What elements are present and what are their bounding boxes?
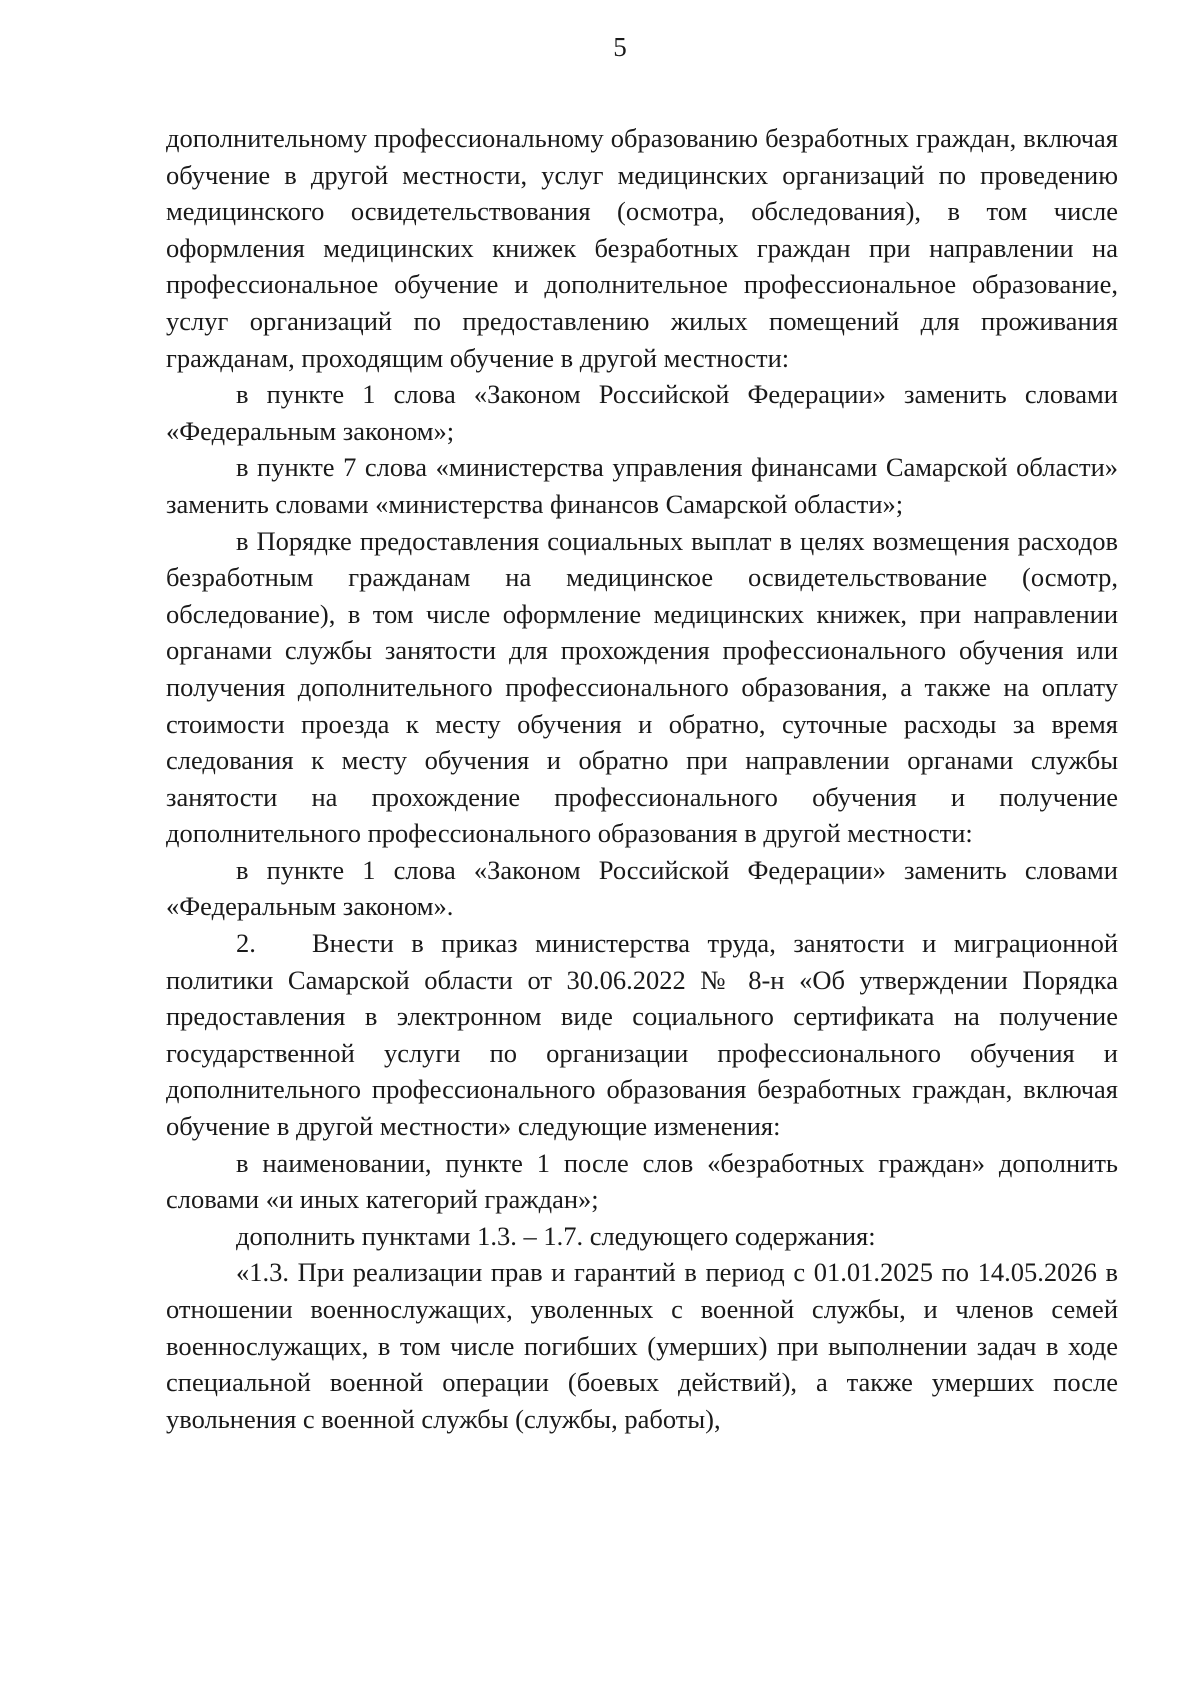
paragraph-item: в Порядке предоставления социальных выплат в целях возмещения расходов безработным гражданам на медицинское освидетельствование (осмотр, обследование), в том числе оформление медицинских книжек, при направлении органами службы занятости для прохождения профессионального обучения или получения дополнительного профессионального образования, а также на оплату стоимости проезда к месту обучения и обратно, суточные расходы за время следования к месту обучения и обратно при направлении органами службы занятости на прохождение профессионального обучения и получение дополнительного профессионального образования в другой местности: (166, 525, 1118, 849)
numbered-paragraph-text: Внести в приказ министерства труда, занятости и миграционной политики Самарской области от 30.06.2022 № 8-н «Об утверждении Порядка предоставления в электронном виде социального сертификата на получение государственной услуги по организации профессионального обучения и дополнительного профессионального образования безработных граждан, включая обучение в другой местности» следующие изменения: (166, 928, 1118, 1142)
paragraph-number: 2. (236, 928, 256, 959)
numbered-paragraph (166, 925, 1118, 1145)
paragraph-continuation: дополнительному профессиональному образованию безработных граждан, включая обучение в другой местности, услуг медицинских организаций по проведению медицинского освидетельствования (осмотра, обследования), в том числе оформления медицинских книжек безработных граждан при направлении на профессиональное обучение и дополнительное профессиональное образование, услуг организаций по предоставлению жилых помещений для проживания гражданам, проходящим обучение в другой местности: (166, 123, 1118, 373)
paragraph-item: в наименовании, пункте 1 после слов «безработных граждан» дополнить словами «и иных категорий граждан»; (166, 1147, 1118, 1215)
paragraph-item: в пункте 7 слова «министерства управления финансами Самарской области» заменить словами «министерства финансов Самарской области»; (166, 452, 1118, 519)
paragraph-item: в пункте 1 слова «Законом Российской Федерации» заменить словами «Федеральным законом». (166, 854, 1118, 922)
paragraph-item: в пункте 1 слова «Законом Российской Федерации» заменить словами «Федеральным законом»; (166, 379, 1118, 446)
document-body (166, 120, 1118, 1437)
paragraph-item: дополнить пунктами 1.3. – 1.7. следующего содержания: (236, 1220, 876, 1251)
paragraph-quote-start: «1.3. При реализации прав и гарантий в период с 01.01.2025 по 14.05.2026 в отношении военнослужащих, уволенных с военной службы, и членов семей военнослужащих, в том числе погибших (умерших) при выполнении задач в ходе специальной военной операции (боевых действий), а также умерших после увольнения с военной службы (службы, работы), (166, 1257, 1118, 1434)
page-number: 5 (613, 32, 627, 62)
